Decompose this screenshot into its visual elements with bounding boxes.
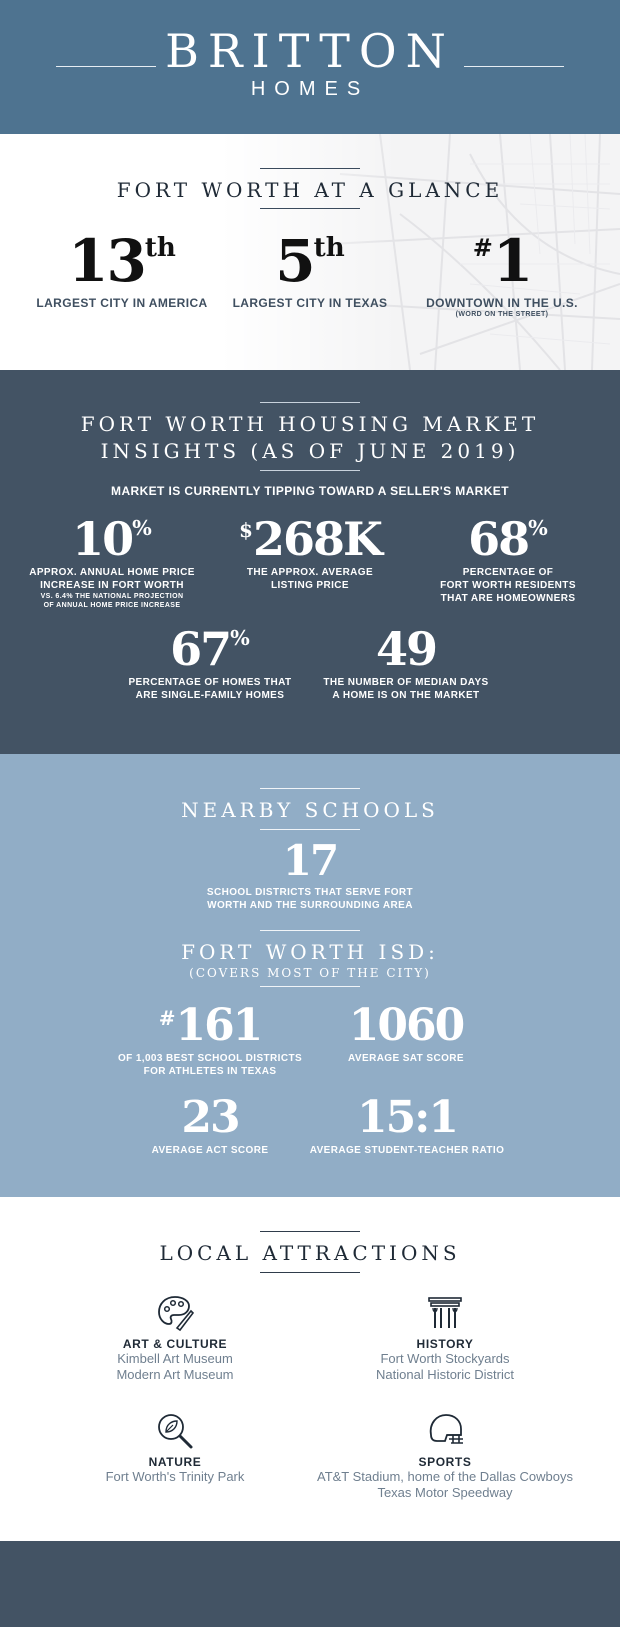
stat-label: AVERAGE STUDENT-TEACHER RATIO: [309, 1145, 505, 1156]
attraction-nature: [55, 1411, 295, 1485]
isd-title: FORT WORTH ISD:: [181, 940, 439, 964]
stat-largest-city-america: [24, 227, 220, 310]
isd-rule-bottom: [260, 986, 360, 987]
attraction-history: [325, 1293, 565, 1383]
stat-label-line1: THE NUMBER OF MEDIAN DAYS: [323, 677, 489, 688]
stat-average-listing-price: [208, 512, 412, 592]
stat-label-line2: WORTH AND THE SURROUNDING AREA: [207, 900, 413, 911]
column-icon: [425, 1293, 465, 1333]
stat-annual-price-increase: [10, 512, 214, 610]
stat-label: DOWNTOWN IN THE U.S.: [426, 296, 578, 310]
attraction-line2: Texas Motor Speedway: [377, 1485, 513, 1500]
isd-rule-top: [260, 930, 360, 931]
stat-number: 67%: [170, 622, 250, 676]
schools-section: [0, 754, 620, 1197]
stat-number: 5th: [275, 227, 345, 295]
stat-label-line1: OF 1,003 BEST SCHOOL DISTRICTS: [117, 1053, 303, 1064]
stat-act-score: [130, 1092, 290, 1157]
attractions-rule-top: [260, 1231, 360, 1232]
stat-school-districts: [160, 836, 460, 912]
stat-number: $268K: [239, 512, 381, 566]
market-section: [0, 370, 620, 754]
attraction-title: NATURE: [148, 1455, 202, 1469]
header-banner: [0, 0, 620, 134]
stat-label-line1: APPROX. ANNUAL HOME PRICE: [29, 567, 195, 578]
stat-student-teacher-ratio: [290, 1092, 524, 1157]
isd-subtitle: (COVERS MOST OF THE CITY): [189, 966, 431, 980]
attractions-section: [0, 1197, 620, 1541]
attraction-line1: Fort Worth Stockyards: [380, 1351, 510, 1366]
stat-label-line1: PERCENTAGE OF HOMES THAT: [128, 677, 292, 688]
stat-label-line2: FOR ATHLETES IN TEXAS: [143, 1066, 277, 1077]
stat-label-line3: THAT ARE HOMEOWNERS: [440, 593, 576, 604]
header-rule-right: [464, 66, 564, 67]
attraction-line1: AT&T Stadium, home of the Dallas Cowboys: [316, 1469, 574, 1484]
stat-number: 10%: [72, 512, 152, 566]
brand-logo-text: BRITTON: [165, 24, 455, 78]
football-helmet-icon: [425, 1411, 465, 1451]
market-rule-bottom: [260, 470, 360, 471]
stat-label-line2: ARE SINGLE-FAMILY HOMES: [135, 690, 285, 701]
stat-label-line1: PERCENTAGE OF: [462, 567, 554, 578]
glance-rule-bottom: [260, 208, 360, 209]
stat-number: #1: [472, 227, 532, 295]
market-title-line1: FORT WORTH HOUSING MARKET: [80, 412, 540, 436]
attraction-line1: Fort Worth's Trinity Park: [105, 1469, 245, 1484]
schools-rule-bottom: [260, 829, 360, 830]
stat-label-line2: FORT WORTH RESIDENTS: [440, 580, 576, 591]
footer-band: [0, 1541, 620, 1627]
glance-rule-top: [260, 168, 360, 169]
attraction-sports: [290, 1411, 600, 1501]
stat-label-line2: INCREASE IN FORT WORTH: [40, 580, 184, 591]
stat-homeowners: [406, 512, 610, 605]
stat-largest-city-texas: [212, 227, 408, 310]
schools-rule-top: [260, 788, 360, 789]
schools-title: NEARBY SCHOOLS: [181, 798, 439, 822]
stat-label-line1: SCHOOL DISTRICTS THAT SERVE FORT: [206, 887, 414, 898]
market-title-line2: INSIGHTS (AS OF JUNE 2019): [100, 439, 520, 463]
stat-number: #161: [158, 1000, 262, 1051]
glance-section: [0, 134, 620, 370]
stat-note-line2: OF ANNUAL HOME PRICE INCREASE: [43, 602, 181, 609]
attraction-title: SPORTS: [418, 1455, 472, 1469]
palette-icon: [155, 1293, 195, 1333]
stat-label-line2: A HOME IS ON THE MARKET: [332, 690, 480, 701]
attraction-title: ART & CULTURE: [122, 1337, 228, 1351]
stat-downtown: [404, 227, 600, 319]
stat-label: LARGEST CITY IN TEXAS: [232, 296, 388, 310]
stat-number: 49: [375, 622, 436, 676]
stat-number: 17: [282, 836, 338, 885]
stat-number: 15:1: [356, 1092, 458, 1143]
stat-number: 1060: [348, 1000, 464, 1051]
attractions-rule-bottom: [260, 1272, 360, 1273]
attraction-art-culture: [55, 1293, 295, 1383]
stat-median-days: [306, 622, 506, 702]
stat-label: AVERAGE SAT SCORE: [348, 1053, 464, 1064]
magnifier-leaf-icon: [155, 1411, 195, 1451]
stat-number: 68%: [468, 512, 548, 566]
stat-note: (WORD ON THE STREET): [455, 311, 549, 318]
stat-number: 23: [181, 1092, 239, 1143]
stat-label: AVERAGE ACT SCORE: [151, 1145, 269, 1156]
market-subtitle: MARKET IS CURRENTLY TIPPING TOWARD A SELLER'S MARKET: [111, 484, 509, 498]
stat-label: LARGEST CITY IN AMERICA: [36, 296, 208, 310]
stat-single-family: [110, 622, 310, 702]
attraction-line2: National Historic District: [376, 1367, 514, 1382]
glance-title: FORT WORTH AT A GLANCE: [116, 178, 504, 202]
attraction-line2: Modern Art Museum: [116, 1367, 234, 1382]
attraction-line1: Kimbell Art Museum: [117, 1351, 233, 1366]
stat-athlete-ranking: [100, 1000, 320, 1078]
stat-sat-score: [306, 1000, 506, 1065]
attractions-title: LOCAL ATTRACTIONS: [159, 1241, 461, 1265]
stat-label-line1: THE APPROX. AVERAGE: [246, 567, 374, 578]
stat-note-line1: VS. 6.4% THE NATIONAL PROJECTION: [40, 593, 184, 600]
market-rule-top: [260, 402, 360, 403]
stat-label-line2: LISTING PRICE: [271, 580, 349, 591]
brand-subtitle: HOMES: [250, 78, 370, 100]
attraction-title: HISTORY: [416, 1337, 474, 1351]
stat-number: 13th: [68, 227, 176, 295]
